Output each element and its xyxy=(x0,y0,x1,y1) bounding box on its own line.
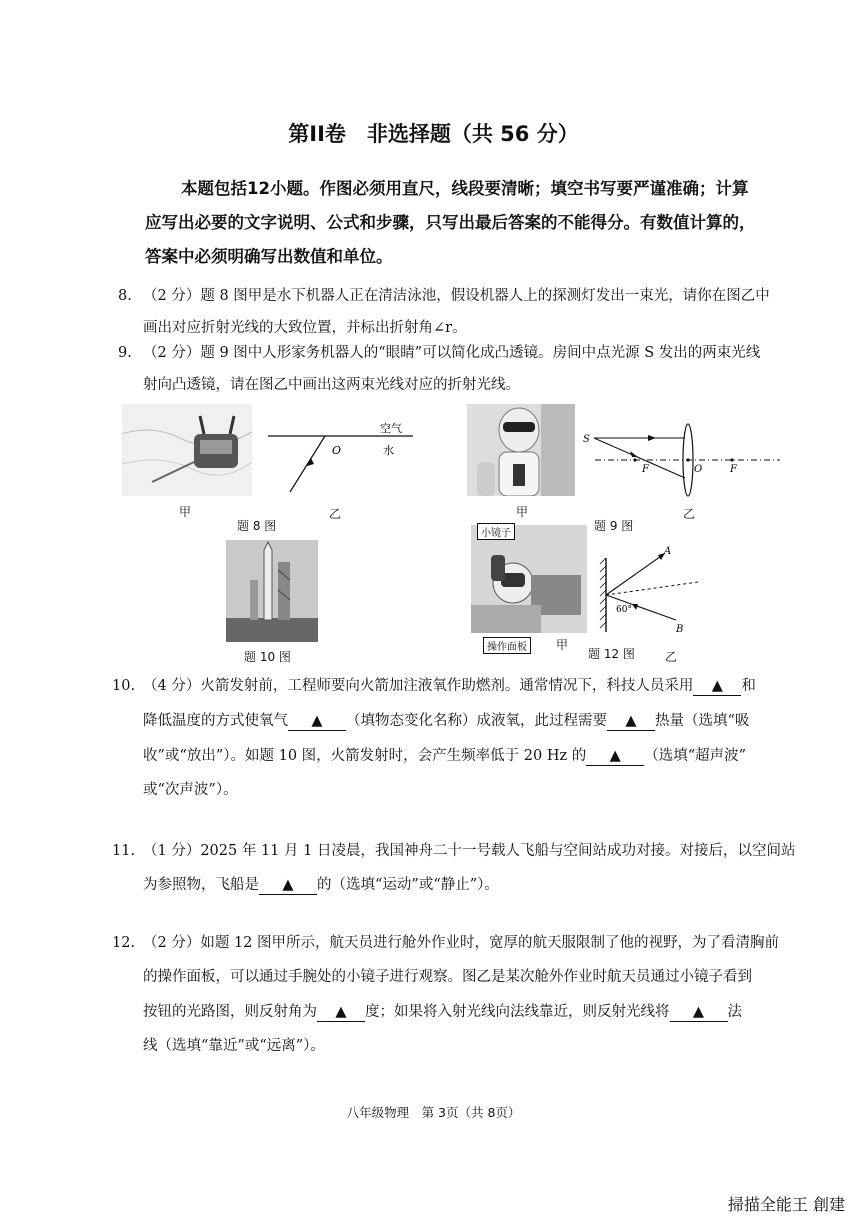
q12-blank-1[interactable]: ▲ xyxy=(317,1003,365,1022)
q10-blank-1[interactable]: ▲ xyxy=(693,677,741,696)
q10-blank-4[interactable]: ▲ xyxy=(586,747,644,766)
scanner-watermark: 掃描全能王 創建 xyxy=(727,1195,845,1214)
fig9-label-a: 甲 xyxy=(516,505,529,519)
fig10-caption: 题 10 图 xyxy=(244,650,291,664)
rocket-launch-image xyxy=(226,540,318,642)
q11-blank-1[interactable]: ▲ xyxy=(259,876,317,895)
q12-text: 度；如果将入射光线向法线靠近，则反射光线将 xyxy=(365,1004,670,1020)
astronaut-image xyxy=(471,525,587,633)
focus-right-label: F xyxy=(730,464,737,475)
q12-line-4: 线（选填“靠近”或“远离”）。 xyxy=(143,1038,325,1054)
q12-line-3 xyxy=(143,995,803,1029)
fig8-label-b: 乙 xyxy=(329,507,342,521)
ray-1-arrow xyxy=(648,435,656,441)
center-o-label: O xyxy=(694,464,703,475)
q9-line-1: （2 分）题 9 图中人形家务机器人的“眼睛”可以简化成凸透镜。房间中点光源 S 发出的两束光线 xyxy=(143,345,761,361)
q11-line-1: （1 分）2025 年 11 月 1 日凌晨，我国神舟二十一号载人飞船与空间站成功对接。对接后，以空间站 xyxy=(143,843,796,859)
fig12-astronaut-photo xyxy=(471,525,587,633)
fig9-label-b: 乙 xyxy=(683,507,696,521)
q10-line-4: 或“次声波”）。 xyxy=(143,782,238,798)
ray-2-arrow xyxy=(630,451,638,457)
fig12-label-a: 甲 xyxy=(556,638,569,652)
normal-line xyxy=(606,582,698,595)
fig9-robot-photo xyxy=(467,404,575,496)
q11-number: 11. xyxy=(112,843,136,859)
mirror-tag: 小镜子 xyxy=(477,523,515,540)
fig8-label-a: 甲 xyxy=(179,505,192,519)
q12-blank-2[interactable]: ▲ xyxy=(670,1003,728,1022)
q10-number: 10. xyxy=(112,678,136,694)
intro-line-3: 答案中必须明确写出数值和单位。 xyxy=(145,247,393,266)
q10-line-1 xyxy=(143,669,803,703)
humanoid-robot-image xyxy=(467,404,575,496)
q10-text: 降低温度的方式使氧气 xyxy=(143,713,288,729)
q10-text: 热量（选填“吸 xyxy=(655,713,750,729)
q12-text: 法 xyxy=(727,1004,742,1020)
incident-ray xyxy=(290,436,325,492)
focus-left xyxy=(633,458,636,461)
q12-text: 按钮的光路图，则反射角为 xyxy=(143,1004,317,1020)
mirror-hatching xyxy=(600,558,606,628)
q10-blank-2[interactable]: ▲ xyxy=(288,712,346,731)
q12-line-1: （2 分）如题 12 图甲所示，航天员进行舱外作业时，宽厚的航天服限制了他的视野，为了看清胸前 xyxy=(143,935,779,951)
q10-text: （4 分）火箭发射前，工程师要向火箭加注液氧作助燃剂。通常情况下，科技人员采用 xyxy=(143,678,694,694)
intro-line-2: 应写出必要的文字说明、公式和步骤，只写出最后答案的不能得分。有数值计算的， xyxy=(145,213,756,232)
fig10-rocket-photo xyxy=(226,540,318,642)
q9-number: 9. xyxy=(118,345,132,361)
incident-arrow xyxy=(632,604,638,610)
focus-left-label: F xyxy=(642,464,649,475)
q8-line-2: 画出对应折射光线的大致位置，并标出折射角∠r。 xyxy=(143,320,467,336)
fig8-refraction-diagram xyxy=(268,420,418,500)
section-title: 第II卷 非选择题（共 56 分） xyxy=(288,122,579,146)
q11-text: 的（选填“运动”或“静止”）。 xyxy=(317,877,499,893)
angle-label: 60° xyxy=(616,605,632,615)
q10-line-2 xyxy=(143,704,803,738)
q10-text: 和 xyxy=(741,678,756,694)
optical-center xyxy=(686,458,689,461)
reflected-ray xyxy=(606,554,664,595)
fig8-robot-photo xyxy=(122,404,252,496)
q10-text: （填物态变化名称）成液氧，此过程需要 xyxy=(346,713,607,729)
panel-tag: 操作面板 xyxy=(483,637,531,654)
focus-right xyxy=(730,458,733,461)
fig9-caption: 题 9 图 xyxy=(594,519,634,533)
q9-line-2: 射向凸透镜，请在图乙中画出这两束光线对应的折射光线。 xyxy=(143,377,520,393)
q10-blank-3[interactable]: ▲ xyxy=(607,712,655,731)
q10-text: （选填“超声波” xyxy=(644,748,747,764)
q11-line-2 xyxy=(143,868,803,902)
fig9-lens-diagram xyxy=(580,418,785,498)
ray-2 xyxy=(594,438,685,478)
fig12-label-b: 乙 xyxy=(665,650,678,664)
q8-line-1: （2 分）题 8 图甲是水下机器人正在清洁泳池，假设机器人上的探测灯发出一束光，请你在图乙中 xyxy=(143,288,770,304)
fig12-reflection-diagram xyxy=(598,540,708,640)
point-a-label: A xyxy=(664,546,672,557)
q12-line-2: 的操作面板，可以通过手腕处的小镜子进行观察。图乙是某次舱外作业时航天员通过小镜子看到 xyxy=(143,969,752,985)
q10-line-3 xyxy=(143,739,803,773)
fig8-caption: 题 8 图 xyxy=(237,519,277,533)
page-footer: 八年级物理 第 3页（共 8页） xyxy=(346,1105,521,1120)
air-label: 空气 xyxy=(380,422,402,435)
water-label: 水 xyxy=(383,444,394,457)
pool-robot-image xyxy=(122,404,252,496)
q8-number: 8. xyxy=(118,288,132,304)
q12-number: 12. xyxy=(112,935,136,951)
point-b-label: B xyxy=(676,624,684,635)
fig12-caption: 题 12 图 xyxy=(588,647,635,661)
point-o-label: O xyxy=(332,444,342,457)
intro-line-1: 本题包括12小题。作图必须用直尺，线段要清晰；填空书写要严谨准确；计算 xyxy=(181,179,749,198)
q10-text: 收”或“放出”）。如题 10 图，火箭发射时，会产生频率低于 20 Hz 的 xyxy=(143,748,587,764)
source-s-label: S xyxy=(583,434,590,445)
q11-text: 为参照物，飞船是 xyxy=(143,877,259,893)
